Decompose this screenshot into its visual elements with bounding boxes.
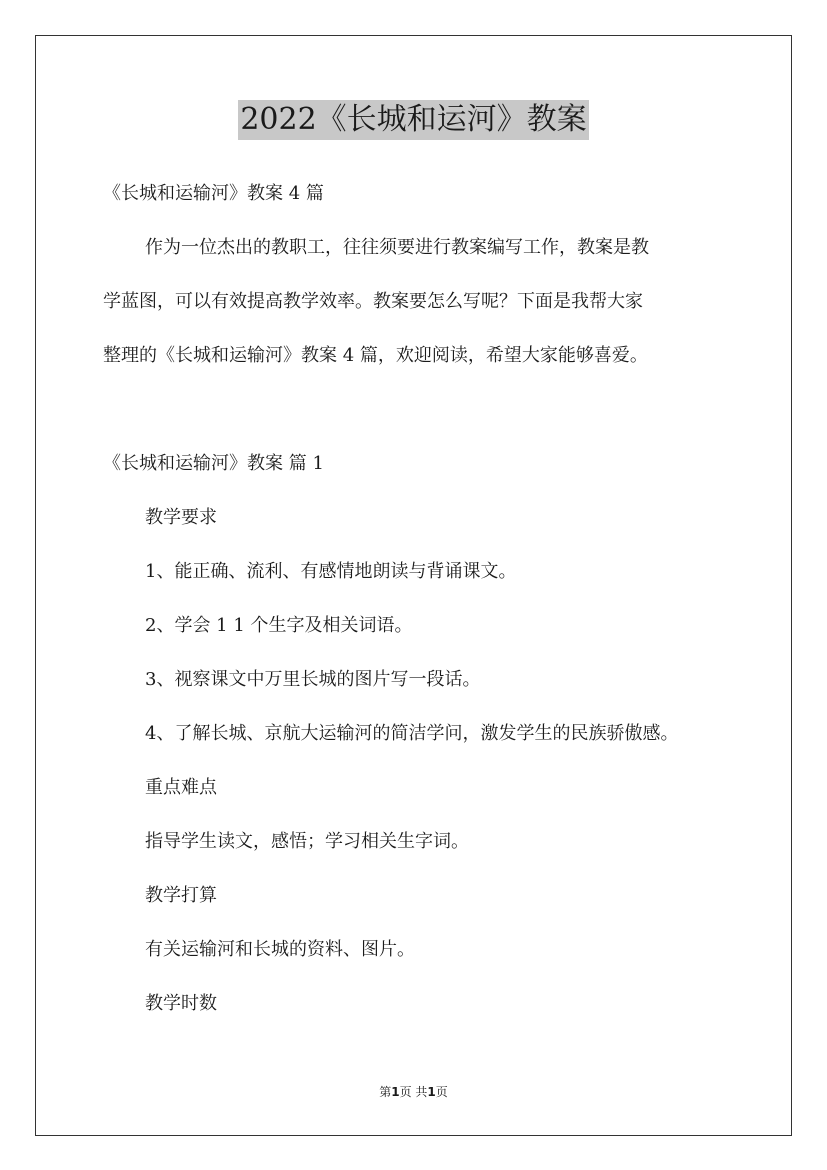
requirement-item-2: 2、学会 1 1 个生字及相关词语。 [145,615,413,636]
footer-suffix: 页 [435,1085,448,1099]
footer-current-page: 1 [391,1085,400,1099]
document-subtitle: 《长城和运输河》教案 4 篇 [103,183,324,204]
intro-line-1: 作为一位杰出的教职工，往往须要进行教案编写工作，教案是教 [145,237,649,258]
requirement-item-4: 4、了解长城、京航大运输河的简洁学问，激发学生的民族骄傲感。 [145,723,679,744]
key-difficulties-text: 指导学生读文，感悟；学习相关生字词。 [145,831,469,852]
heading-teaching-requirements: 教学要求 [145,507,217,528]
intro-line-2: 学蓝图，可以有效提高教学效率。教案要怎么写呢？下面是我帮大家 [103,291,643,312]
teaching-preparation-text: 有关运输河和长城的资料、图片。 [145,939,415,960]
title-container [0,100,827,140]
heading-key-difficulties: 重点难点 [145,777,217,798]
requirement-item-3: 3、视察课文中万里长城的图片写一段话。 [145,669,481,690]
document-title: 2022《长城和运河》教案 [238,100,588,140]
heading-teaching-hours: 教学时数 [145,993,217,1014]
heading-teaching-preparation: 教学打算 [145,885,217,906]
page-footer [0,1083,827,1100]
footer-mid: 页 共 [399,1085,428,1099]
footer-total-pages: 1 [427,1085,436,1099]
intro-line-3: 整理的《长城和运输河》教案 4 篇，欢迎阅读，希望大家能够喜爱。 [103,345,648,366]
footer-prefix: 第 [379,1085,392,1099]
section-heading: 《长城和运输河》教案 篇 1 [103,453,324,474]
requirement-item-1: 1、能正确、流利、有感情地朗读与背诵课文。 [145,561,517,582]
